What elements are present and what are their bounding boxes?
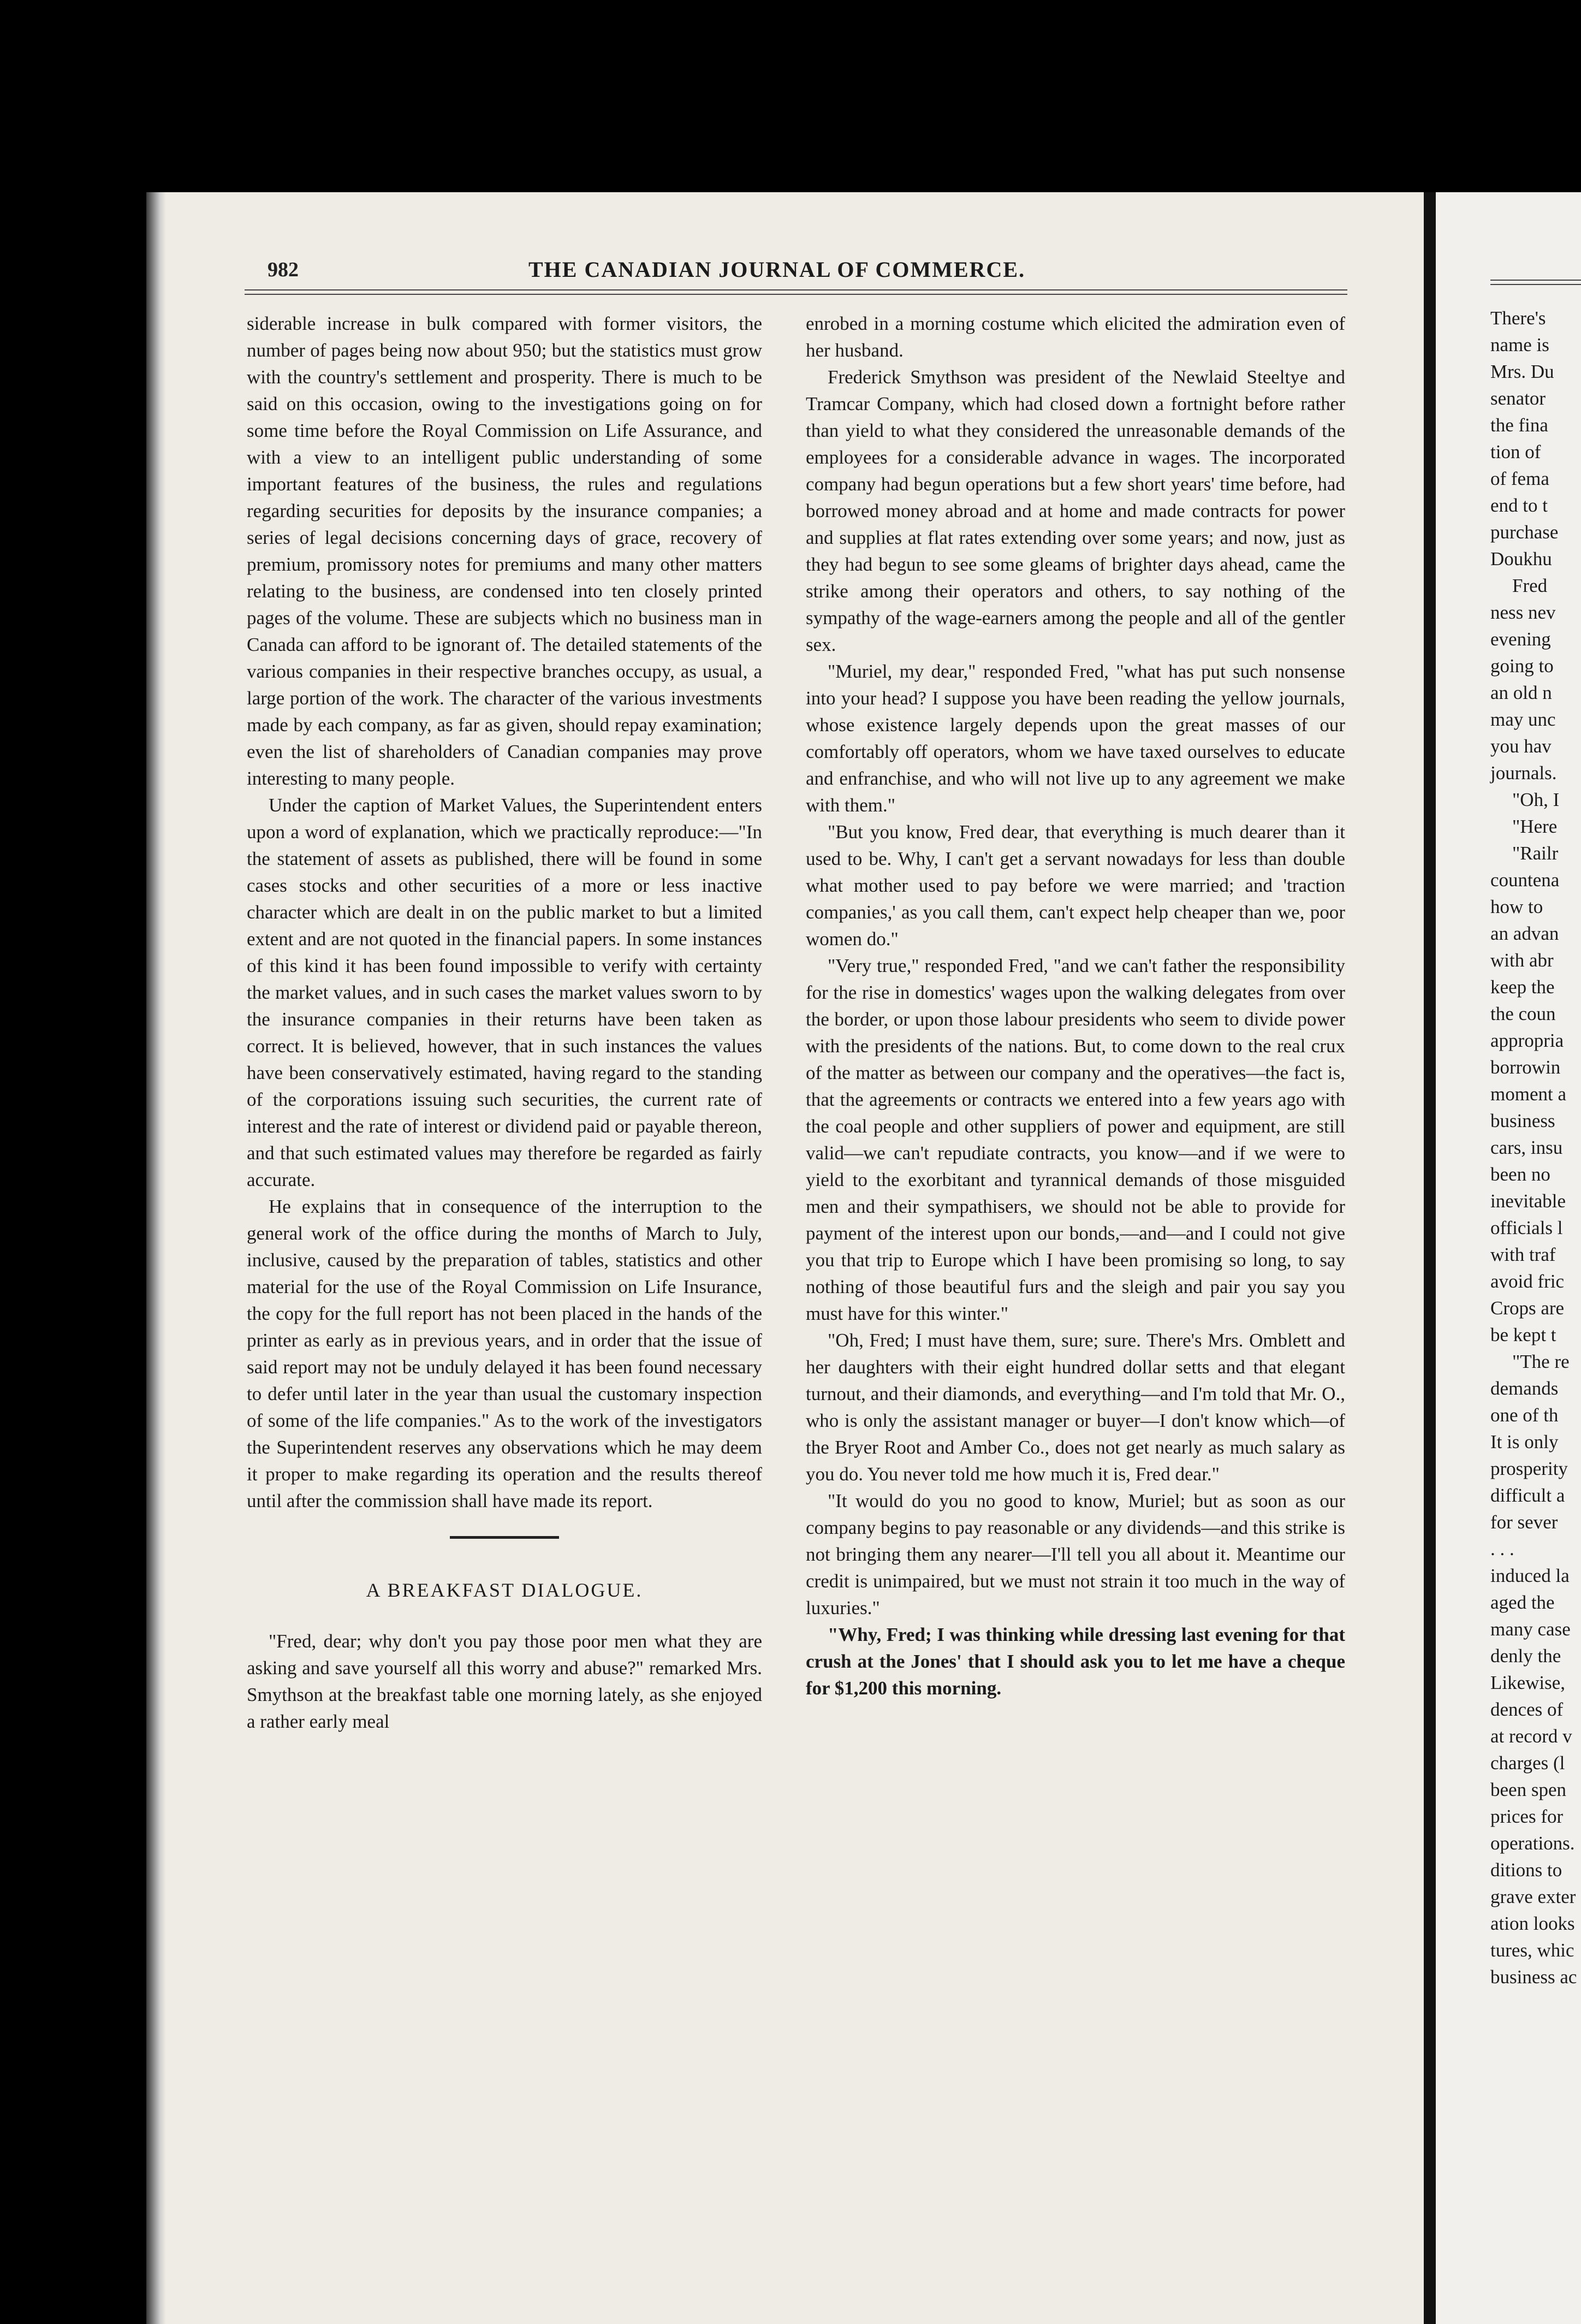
paragraph: siderable increase in bulk compared with former visitors, the number of pages being now about 950; but the statistics must grow with the country's settlement and prosperity. There is much to be said on this occasion, owing to the investigations going on for some time before the Royal Commission on Life Assurance, and with a view to an intelligent public understanding of some important features of the business, the rules and regulations regarding securities for deposits by the insurance companies; a series of legal decisions concerning days of grace, recovery of premium, promissory notes for premiums and many other matters relating to the business, are condensed into ten closely printed pages of the volume. These are subjects which no business man in Canada can afford to be ignorant of. The detailed statements of the various companies in their respective branches occupy, as usual, a large portion of the work. The character of the various investments made by each company, as far as given, should repay examination; even the list of shareholders of Canadian companies may prove interesting to many people. [247, 313, 762, 789]
adjacent-line: "Oh, I [1512, 789, 1560, 810]
column-right [806, 310, 1345, 1702]
adjacent-line: borrowin [1490, 1057, 1561, 1078]
adjacent-header-rule [1490, 280, 1581, 281]
article-heading: A BREAKFAST DIALOGUE. [366, 1579, 643, 1601]
adjacent-line: prosperity [1490, 1458, 1568, 1479]
adjacent-line: ness nev [1490, 602, 1556, 623]
adjacent-line: prices for [1490, 1806, 1564, 1827]
adjacent-line: name is [1490, 334, 1549, 355]
adjacent-line: appropria [1490, 1030, 1564, 1051]
closing-paragraph: "Why, Fred; I was thinking while dressing last evening for that crush at the Jones' that I should ask you to let me have a cheque for $1,200 this morning. [806, 1624, 1345, 1699]
adjacent-line: many case [1490, 1618, 1571, 1640]
adjacent-line: the coun [1490, 1003, 1556, 1024]
adjacent-page-text [1490, 305, 1581, 1990]
header-rule-top [245, 289, 1347, 290]
adjacent-line: Likewise, [1490, 1672, 1566, 1693]
adjacent-line: countena [1490, 869, 1560, 891]
adjacent-line: evening [1490, 629, 1551, 650]
adjacent-line: "Here [1512, 816, 1558, 837]
adjacent-line: end to t [1490, 495, 1548, 516]
adjacent-line: may unc [1490, 709, 1556, 730]
adjacent-line: It is only [1490, 1431, 1559, 1452]
article-opening-paragraph: "Fred, dear; why don't you pay those poor men what they are asking and save yourself all this worry and abuse?" remarked Mrs. Smythson at the breakfast table one morning lately, as she enjoyed a rather early meal [247, 1631, 762, 1732]
page-number: 982 [268, 258, 299, 281]
adjacent-line: an advan [1490, 923, 1559, 944]
header-rule-bottom [245, 294, 1347, 295]
adjacent-line: keep the [1490, 976, 1555, 998]
adjacent-line: induced la [1490, 1565, 1570, 1586]
adjacent-line: be kept t [1490, 1324, 1556, 1345]
adjacent-line: been no [1490, 1164, 1550, 1185]
adjacent-line: purchase [1490, 521, 1559, 543]
paragraph: "But you know, Fred dear, that everything is much dearer than it used to be. Why, I can't get a servant nowadays for less than double what mother used to pay before we were married; and 'traction companies,' as you call them, can't expect help cheaper than we, poor women do." [806, 821, 1345, 950]
adjacent-line: with traf [1490, 1244, 1556, 1265]
adjacent-line: operations. [1490, 1833, 1575, 1854]
paragraph: Under the caption of Market Values, the Superintendent enters upon a word of explanation, which we practically reproduce:—"In the statement of assets as published, there will be found in some cases stocks and other securities of a more or less inactive character which are dealt in on the public market to but a limited extent and are not quoted in the financial papers. In some instances of this kind it has been found impossible to verify with certainty the market values, and in such cases the market values sworn to by the insurance companies in their returns have been taken as correct. It is believed, however, that in such instances the values have been conservatively estimated, having regard to the standing of the corporations issuing such securities, the current rate of interest and the rate of interest or dividend paid or payable thereon, and that such estimated values may therefore be regarded as fairly accurate. [247, 795, 762, 1190]
adjacent-line: senator [1490, 388, 1546, 409]
paragraph: "It would do you no good to know, Muriel; but as soon as our company begins to pay reasonable or any dividends—and this strike is not bringing them any nearer—I'll tell you all about it. Meantime our credit is unimpaired, but we must not strain it too much in the way of luxuries." [806, 1490, 1345, 1618]
adjacent-line: grave exter [1490, 1886, 1576, 1907]
book-spine [1424, 192, 1436, 2324]
adjacent-line: inevitable [1490, 1190, 1566, 1212]
adjacent-line: charges (l [1490, 1752, 1565, 1774]
paragraph: enrobed in a morning costume which elicited the admiration even of her husband. [806, 313, 1345, 361]
adjacent-line: Mrs. Du [1490, 361, 1554, 382]
paragraph: Frederick Smythson was president of the Newlaid Steeltye and Tramcar Company, which had closed down a fortnight before rather than yield to what they considered the unreasonable demands of the employees for a considerable advance in wages. The incorporated company had begun operations but a few short years' time before, had borrowed money abroad and at home and made contracts for power and supplies at flat rates extending over some years; and now, just as they had begun to see some gleams of brighter days ahead, came the strike among their operators and others, to say nothing of the sympathy of the wage-earners among the people and all of the gentler sex. [806, 366, 1345, 655]
adjacent-line: going to [1490, 655, 1554, 677]
adjacent-line: how to [1490, 896, 1543, 917]
adjacent-line: officials l [1490, 1217, 1563, 1238]
adjacent-line: "Railr [1512, 843, 1559, 864]
column-left [247, 310, 762, 1735]
adjacent-line: There's [1490, 307, 1546, 329]
paragraph: "Very true," responded Fred, "and we can't father the responsibility for the rise in domestics' wages upon the walking delegates from over the border, or upon those labour presidents who seem to divide power with the presidents of the nations. But, to come down to the real crux of the matter as between our company and the operatives—the fact is, that the agreements or contracts we entered into a few years ago with the coal people and other suppliers of power and equipment, are still valid—we can't repudiate contracts, you know—and if we were to yield to the exorbitant and tyrannical demands of those misguided men and their sympathisers, we should not be able to provide for payment of the interest upon our bonds,—and—and I could not give you that trip to Europe which I have been promising so long, to say nothing of those beautiful furs and the sleigh and pair you say you must have for this winter." [806, 955, 1345, 1324]
section-divider [450, 1536, 559, 1539]
adjacent-line: dences of [1490, 1699, 1564, 1720]
adjacent-line: "The re [1512, 1351, 1570, 1372]
adjacent-line: the fina [1490, 414, 1548, 436]
adjacent-line: you hav [1490, 736, 1552, 757]
journal-page [146, 192, 1424, 2324]
adjacent-line: moment a [1490, 1083, 1566, 1105]
paragraph: "Muriel, my dear," responded Fred, "what has put such nonsense into your head? I suppose you have been reading the yellow journals, whose existence largely depends upon the great masses of our comfortably off operators, whom we have taxed ourselves to educate and enfranchise, and who will not live up to any agreement we make with them." [806, 661, 1345, 816]
adjacent-line: difficult a [1490, 1485, 1565, 1506]
adjacent-line: Fred [1512, 575, 1548, 596]
adjacent-line: tion of [1490, 441, 1541, 463]
adjacent-line: tures, whic [1490, 1940, 1574, 1961]
adjacent-line: journals. [1490, 762, 1557, 784]
adjacent-line: denly the [1490, 1645, 1561, 1667]
paragraph: "Oh, Fred; I must have them, sure; sure. There's Mrs. Omblett and her daughters with their eight hundred dollar setts and that elegant turnout, and their diamonds, and everything—and I'm told that Mr. O., who is only the assistant manager or buyer—I don't know which—of the Bryer Root and Amber Co., does not get nearly as much salary as you do. You never told me how much it is, Fred dear." [806, 1330, 1345, 1485]
adjacent-line: avoid fric [1490, 1271, 1565, 1292]
adjacent-line: at record v [1490, 1726, 1572, 1747]
adjacent-line: aged the [1490, 1592, 1555, 1613]
adjacent-line: cars, insu [1490, 1137, 1563, 1158]
adjacent-line: business [1490, 1110, 1555, 1131]
adjacent-line: business ac [1490, 1966, 1577, 1988]
adjacent-line: for sever [1490, 1511, 1558, 1533]
adjacent-line: with abr [1490, 950, 1554, 971]
adjacent-line: one of th [1490, 1404, 1559, 1426]
page-header [146, 252, 1424, 285]
adjacent-line: . . . [1490, 1538, 1514, 1560]
adjacent-line: Doukhu [1490, 548, 1552, 570]
adjacent-line: ditions to [1490, 1859, 1562, 1881]
adjacent-line: of fema [1490, 468, 1549, 489]
adjacent-line: demands [1490, 1378, 1559, 1399]
paragraph: He explains that in consequence of the interruption to the general work of the office during the months of March to July, inclusive, caused by the preparation of tables, statistics and other material for the use of the Royal Commission on Life Insurance, the copy for the full report has not been placed in the hands of the printer as early as in previous years, and in order that the issue of said report may not be unduly delayed it has been found necessary to defer until later in the year than usual the customary inspection of some of the life companies." As to the work of the investigators the Superintendent reserves any observations which he may deem it proper to make regarding its operation and the results thereof until after the commission shall have made its report. [247, 1196, 762, 1511]
adjacent-line: Crops are [1490, 1297, 1565, 1319]
adjacent-header-rule-2 [1490, 284, 1581, 285]
adjacent-line: ation looks [1490, 1913, 1575, 1934]
adjacent-line: been spen [1490, 1779, 1566, 1800]
journal-title: THE CANADIAN JOURNAL OF COMMERCE. [528, 257, 1026, 282]
adjacent-page [1436, 192, 1581, 2324]
adjacent-line: an old n [1490, 682, 1552, 703]
